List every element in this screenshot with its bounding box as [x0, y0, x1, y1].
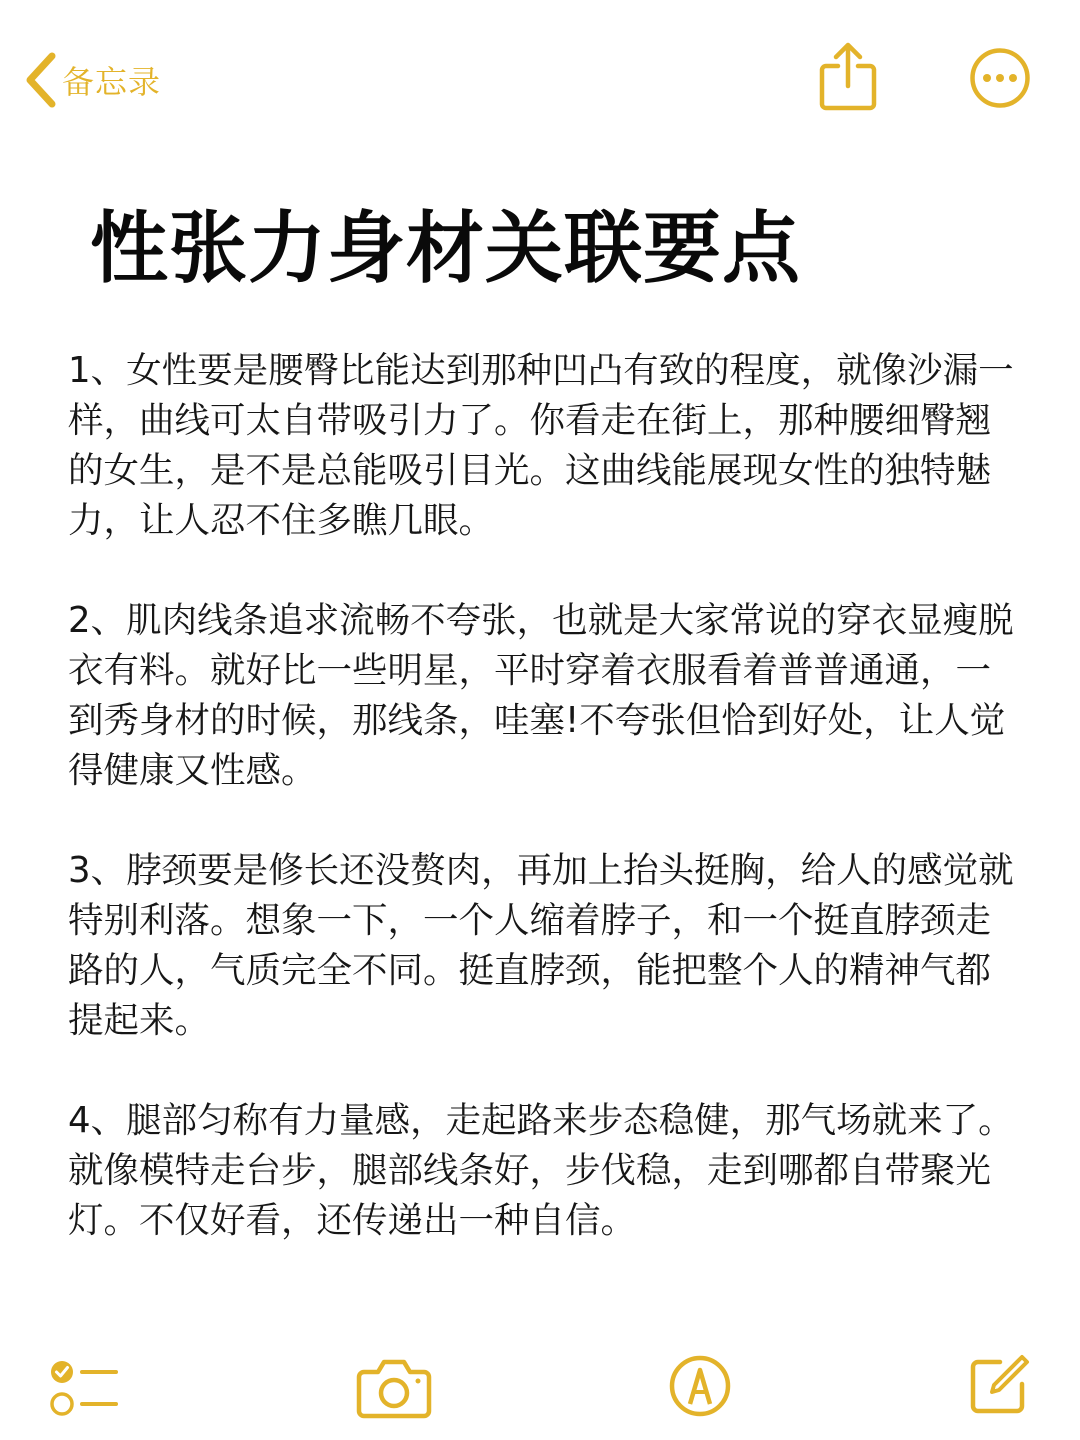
checklist-button[interactable]: [48, 1356, 120, 1420]
chevron-left-icon: [22, 52, 58, 108]
share-icon: [816, 40, 880, 112]
back-label: 备忘录: [62, 63, 162, 101]
camera-icon: [356, 1356, 432, 1420]
compose-button[interactable]: [966, 1352, 1032, 1418]
note-paragraph-4: 4、腿部匀称有力量感，走起路来步态稳健，那气场就来了。就像模特走台步，腿部线条好，步伐稳，走到哪都自带聚光灯。不仅好看，还传递出一种自信。: [68, 1100, 1014, 1241]
note-body[interactable]: [68, 346, 1018, 1296]
back-button[interactable]: [22, 50, 161, 110]
note-title: 性张力身材关联要点: [90, 204, 802, 294]
share-button[interactable]: [816, 40, 880, 112]
checklist-icon: [48, 1356, 120, 1420]
markup-icon: [668, 1354, 732, 1418]
navigation-bar: [0, 0, 1080, 150]
more-icon: [968, 46, 1032, 110]
note-paragraph-1: 1、女性要是腰臀比能达到那种凹凸有致的程度，就像沙漏一样，曲线可太自带吸引力了。你看走在街上，那种腰细臀翘的女生，是不是总能吸引目光。这曲线能展现女性的独特魅力，让人忍不住多瞧几眼。: [68, 350, 1014, 541]
markup-button[interactable]: [668, 1354, 732, 1418]
note-paragraph-3: 3、脖颈要是修长还没赘肉，再加上抬头挺胸，给人的感觉就特别利落。想象一下，一个人缩着脖子，和一个挺直脖颈走路的人，气质完全不同。挺直脖颈，能把整个人的精神气都提起来。: [68, 850, 1014, 1041]
bottom-toolbar: [0, 1340, 1080, 1440]
compose-icon: [966, 1352, 1032, 1418]
camera-button[interactable]: [356, 1356, 432, 1420]
note-paragraph-2: 2、肌肉线条追求流畅不夸张，也就是大家常说的穿衣显瘦脱衣有料。就好比一些明星，平时穿着衣服看着普普通通，一到秀身材的时候，那线条，哇塞!不夸张但恰到好处，让人觉得健康又性感。: [68, 600, 1014, 791]
more-button[interactable]: [968, 46, 1032, 110]
